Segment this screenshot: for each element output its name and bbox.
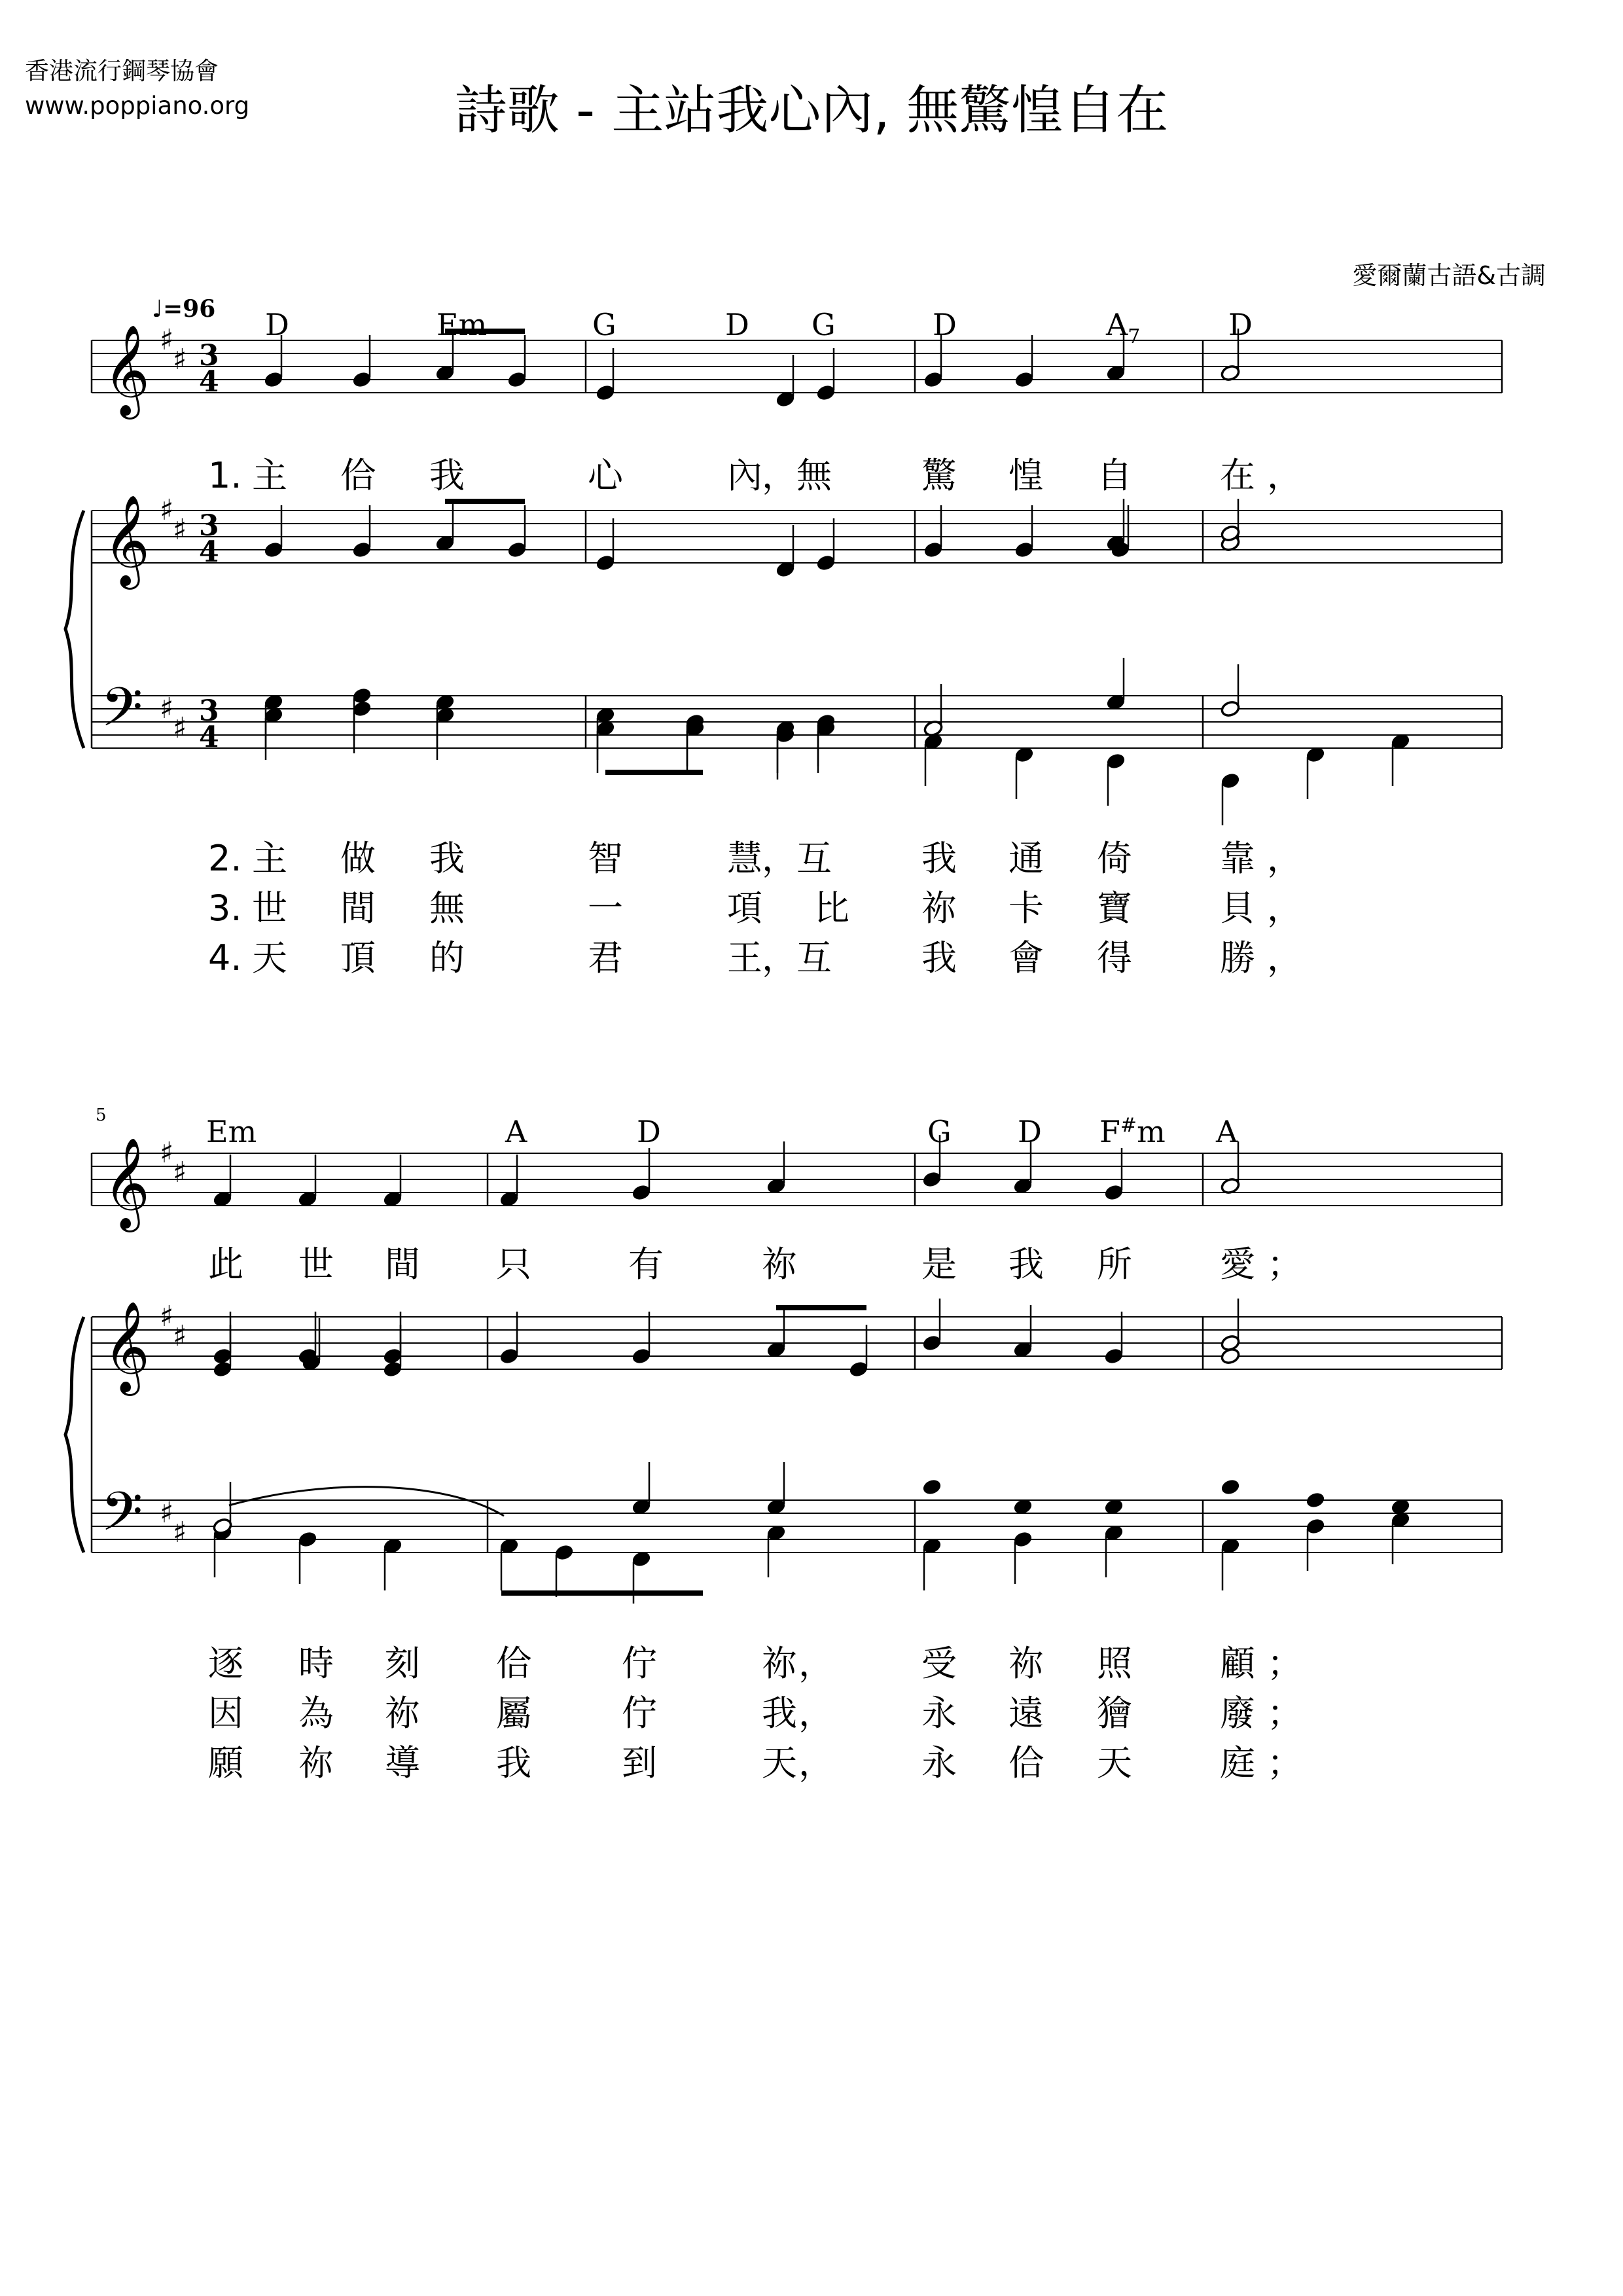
site-name: 香港流行鋼琴協會 <box>25 57 219 85</box>
lyric-verse-4-b: 願 <box>208 1742 243 1784</box>
chord-subscript: 7 <box>1128 325 1141 348</box>
chord-symbols <box>206 307 1253 1149</box>
lyric-verse-1: 無 <box>796 455 832 496</box>
tempo-marking: ♩=96 <box>152 295 216 323</box>
time-signature-bottom: 4 <box>199 535 219 569</box>
sharp-f-icon: ♯ <box>160 1136 174 1170</box>
time-signature-top: 3 <box>199 339 219 372</box>
lyric-verse-1: 心 <box>588 455 623 496</box>
lyric-verse-4-b: 導 <box>385 1742 420 1784</box>
lyric-verse-4-b: ， <box>798 1742 834 1784</box>
lyric-verse-4: 得 <box>1097 937 1132 978</box>
lyric-verse-4: 天 <box>252 937 287 978</box>
piano-brace-2 <box>65 1317 84 1552</box>
chord-sharp: # <box>1120 1114 1137 1137</box>
lyric-verse-2: ， <box>762 838 797 879</box>
lyric-verse-2-b: 刻 <box>385 1643 420 1684</box>
lyric-verse-1-b: 是 <box>921 1244 957 1285</box>
lyric-verse-3-b: 祢 <box>385 1693 420 1734</box>
chord-symbol: $A_7$ <box>1106 307 1141 348</box>
lyric-verse-4: 頂 <box>340 937 376 978</box>
lyric-verse-2: ， <box>1267 838 1302 879</box>
bass-clef-icon: 𝄢 <box>101 1480 143 1556</box>
lyric-verse-3-b: 永 <box>921 1693 957 1734</box>
lyric-verse-3: 間 <box>340 888 376 929</box>
lyric-verse-2-b: 時 <box>298 1643 334 1684</box>
lyric-verse-2-b: ； <box>1267 1643 1302 1684</box>
lyric-verse-3-b: 因 <box>208 1693 243 1734</box>
sharp-f-icon: ♯ <box>160 323 174 357</box>
lyric-verse-1-b: 只 <box>496 1244 531 1285</box>
lyric-verse-3: 項 <box>727 888 762 929</box>
lyric-verse-4-b: 祢 <box>298 1742 334 1784</box>
chord-symbol: G <box>812 307 836 342</box>
lyric-verse-2: 互 <box>796 838 832 879</box>
lyric-verse-1-b: 祢 <box>762 1244 797 1285</box>
chord-symbol: G <box>927 1114 952 1149</box>
chord-symbol: Em <box>206 1114 257 1149</box>
lyric-verse-2: 智 <box>588 838 623 879</box>
lyric-verse-3: 3. <box>208 888 242 929</box>
note-beam <box>776 1305 866 1310</box>
lyric-verse-1-b: ； <box>1267 1244 1302 1285</box>
lyric-verse-3-b: 屬 <box>496 1693 531 1734</box>
time-signature-top: 3 <box>199 694 219 728</box>
lyric-verse-3: ， <box>1267 888 1302 929</box>
lyric-verse-2-b: 佇 <box>622 1643 657 1684</box>
lyric-verse-1-b: 有 <box>628 1244 664 1285</box>
sharp-f-icon: ♯ <box>160 493 174 527</box>
lyric-verse-1: 自 <box>1097 455 1132 496</box>
lyric-verse-3: 寶 <box>1097 888 1132 929</box>
composer-credit: 愛爾蘭古語&古調 <box>1352 261 1546 290</box>
lyric-verse-2: 慧 <box>727 838 762 879</box>
chord-symbol: D <box>725 307 749 342</box>
lyric-verse-4-b: 永 <box>921 1742 957 1784</box>
lyric-verse-3-b: 為 <box>298 1693 334 1734</box>
lyric-verse-2: 靠 <box>1220 838 1255 879</box>
lyric-verse-2-b: 祢 <box>762 1643 797 1684</box>
lyric-verse-4: 4. <box>208 937 242 978</box>
chord-symbol: D <box>637 1114 661 1149</box>
lyric-verse-2-b: 祢 <box>1008 1643 1044 1684</box>
note-head <box>1305 1491 1325 1509</box>
note-head <box>1220 1347 1240 1365</box>
time-signature-bottom: 4 <box>199 721 219 754</box>
lyric-verse-4-b: 庭 <box>1220 1742 1255 1784</box>
chord-symbol: Em <box>437 307 488 342</box>
lyric-verse-1: 1. <box>208 455 242 496</box>
lyric-verse-1: ， <box>1267 455 1302 496</box>
lyric-verse-3: 無 <box>429 888 465 929</box>
note-head <box>921 1478 942 1496</box>
lyric-verse-2: 倚 <box>1097 838 1132 879</box>
lyric-verse-4: ， <box>1267 937 1302 978</box>
chord-symbol: D <box>1018 1114 1042 1149</box>
sharp-f-icon: ♯ <box>160 1496 174 1530</box>
lyric-verse-4: 勝 <box>1220 937 1255 978</box>
lyric-verse-3: 祢 <box>921 888 957 929</box>
chord-minor: m <box>1137 1114 1166 1149</box>
note-beam <box>605 770 703 775</box>
lyric-verse-4: 王 <box>727 937 762 978</box>
lyric-verse-2-b: 佮 <box>496 1643 531 1684</box>
lyric-verse-4: 會 <box>1008 937 1044 978</box>
treble-clef-icon: 𝄞 <box>103 325 150 416</box>
clefs-and-keys <box>65 295 219 1556</box>
chord-symbol: A <box>1216 1114 1238 1149</box>
chord-symbol: A <box>505 1114 527 1149</box>
sharp-c-icon: ♯ <box>173 1516 187 1549</box>
chord-symbol: D <box>933 307 957 342</box>
lyric-verse-1: 主 <box>252 455 287 496</box>
lyric-verse-3: 比 <box>814 888 849 929</box>
lyric-verse-4-b: ； <box>1267 1742 1302 1784</box>
lyric-verse-1: 我 <box>429 455 465 496</box>
sharp-c-icon: ♯ <box>173 513 187 547</box>
treble-clef-icon: 𝄞 <box>103 1138 150 1229</box>
measure-number: 5 <box>96 1105 107 1125</box>
lyric-verse-2-b: 顧 <box>1220 1643 1255 1684</box>
sharp-c-icon: ♯ <box>173 343 187 376</box>
time-signature-bottom: 4 <box>199 365 219 399</box>
lyric-verse-4: 互 <box>796 937 832 978</box>
lyric-verse-4: 君 <box>588 937 623 978</box>
lyric-verse-4: ， <box>762 937 797 978</box>
lyric-verse-3: 一 <box>588 888 623 929</box>
lyric-verse-2: 主 <box>252 838 287 879</box>
lyric-verse-4-b: 天 <box>1097 1742 1132 1784</box>
lyric-verse-1: 內 <box>727 455 762 496</box>
chord-symbol: D <box>265 307 289 342</box>
sharp-f-icon: ♯ <box>160 692 174 725</box>
lyric-verse-2: 2. <box>208 838 242 879</box>
lyric-verse-1: 惶 <box>1008 455 1044 496</box>
piano-brace <box>65 511 84 748</box>
lyric-verse-3: 貝 <box>1220 888 1255 929</box>
slur <box>229 1487 504 1516</box>
lyric-verse-3-b: 遠 <box>1008 1693 1044 1734</box>
bass-clef-icon: 𝄢 <box>101 675 143 752</box>
chord-symbol: G <box>592 307 616 342</box>
lyric-verse-1: 驚 <box>921 455 957 496</box>
lyric-verse-3-b: 廢 <box>1220 1693 1255 1734</box>
site-url[interactable]: www.poppiano.org <box>25 92 250 120</box>
treble-clef-icon: 𝄞 <box>103 495 150 586</box>
lyric-verse-2: 通 <box>1008 838 1044 879</box>
time-signature-top: 3 <box>199 509 219 543</box>
sharp-c-icon: ♯ <box>173 1156 187 1189</box>
sharp-f-icon: ♯ <box>160 1300 174 1333</box>
lyric-verse-3-b: ； <box>1267 1693 1302 1734</box>
lyric-verse-3-b: 獪 <box>1097 1693 1132 1734</box>
note-beam <box>445 499 525 504</box>
note-head <box>1220 1478 1240 1496</box>
lyric-verse-3-b: ， <box>798 1693 834 1734</box>
sharp-c-icon: ♯ <box>173 711 187 745</box>
lyric-verse-4-b: 到 <box>622 1742 657 1784</box>
lyric-verse-4: 我 <box>921 937 957 978</box>
lyric-verse-4-b: 佮 <box>1008 1742 1044 1784</box>
lyric-verse-1: 在 <box>1220 455 1255 496</box>
lyric-verse-2: 做 <box>340 838 376 879</box>
lyric-verse-4: 的 <box>429 937 465 978</box>
lyric-verse-3-b: 我 <box>762 1693 797 1734</box>
lyric-verse-4-b: 我 <box>496 1742 531 1784</box>
chord-symbol: D <box>1228 307 1253 342</box>
lyric-verse-2-b: 照 <box>1097 1643 1132 1684</box>
lyric-verse-1-b: 世 <box>298 1244 334 1285</box>
lyric-verse-2-b: 受 <box>921 1643 957 1684</box>
lyric-verse-3-b: 佇 <box>622 1693 657 1734</box>
lyric-verse-1: ， <box>762 455 797 496</box>
lyric-verse-1-b: 此 <box>208 1244 243 1285</box>
lyric-verse-2-b: ， <box>798 1643 834 1684</box>
lyric-verse-2-b: 逐 <box>208 1643 243 1684</box>
note-beam <box>501 1590 703 1596</box>
lyric-verse-3: 世 <box>252 888 287 929</box>
sharp-c-icon: ♯ <box>173 1319 187 1353</box>
lyric-verse-1-b: 間 <box>385 1244 420 1285</box>
lyric-verse-4-b: 天 <box>762 1742 797 1784</box>
page-title: 詩歌 - 主站我心內, 無驚惶自在 <box>454 80 1169 141</box>
lyric-verse-3: 卡 <box>1008 888 1044 929</box>
lyric-verse-1-b: 愛 <box>1220 1244 1255 1285</box>
lyric-verse-2: 我 <box>429 838 465 879</box>
lyric-verse-1-b: 我 <box>1008 1244 1044 1285</box>
lyric-verse-1: 佮 <box>340 455 376 496</box>
chord-symbol: F#m <box>1099 1114 1166 1149</box>
treble-clef-icon: 𝄞 <box>103 1301 150 1392</box>
lyric-verse-1-b: 所 <box>1097 1244 1132 1285</box>
lyric-verse-2: 我 <box>921 838 957 879</box>
